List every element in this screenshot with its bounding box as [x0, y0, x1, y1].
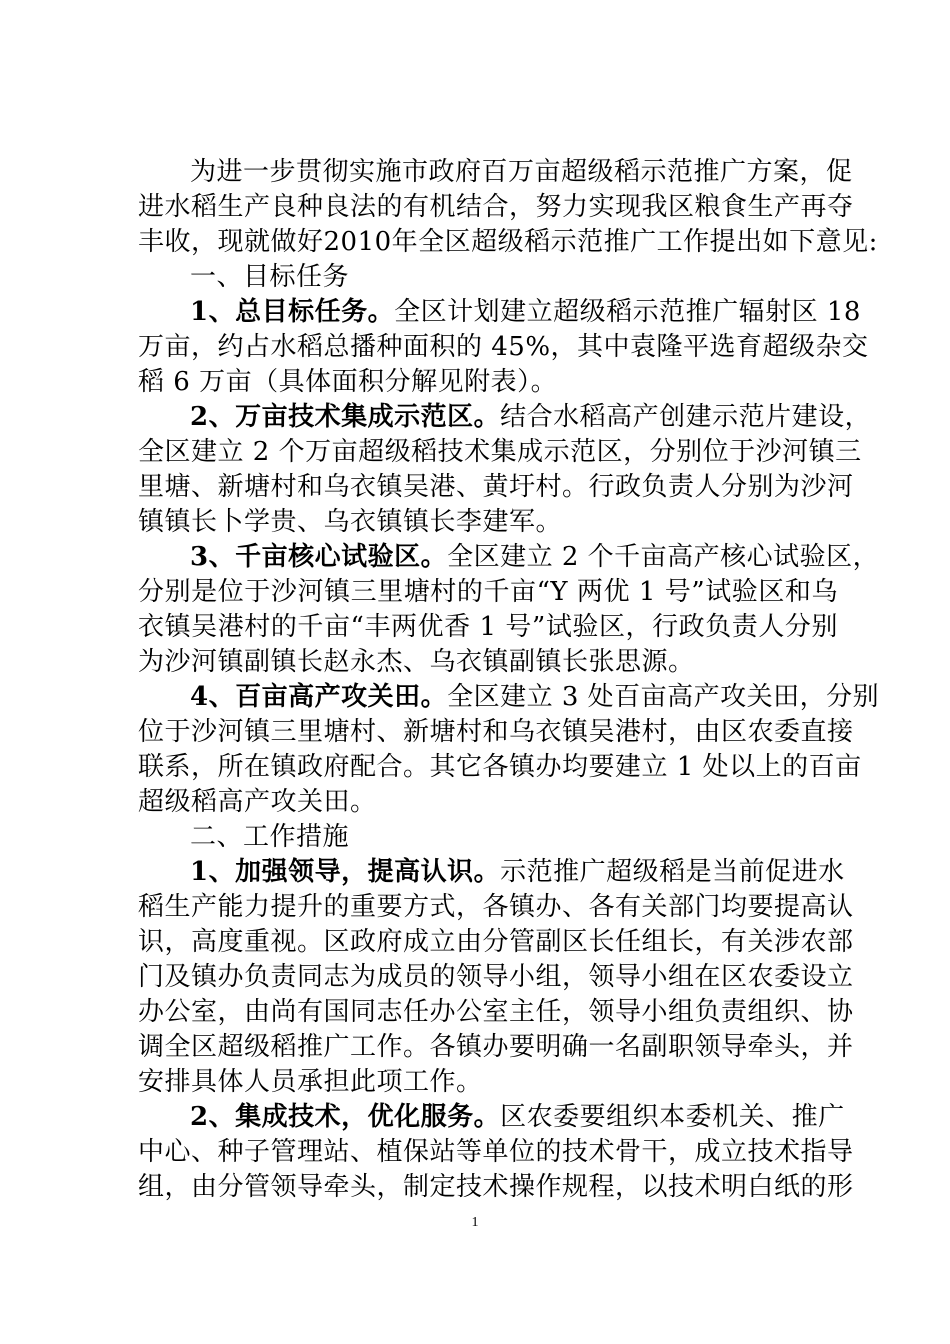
- item-4-line-1: [190, 680, 880, 714]
- paragraph-intro-line-3: 丰收，现就做好2010年全区超级稻示范推广工作提出如下意见:: [138, 227, 878, 257]
- measure-1-text: 示范推广超级稻是当前促进水: [500, 857, 845, 887]
- item-2-text: 结合水稻高产创建示范片建设，: [500, 402, 872, 432]
- item-1-text: 全区计划建立超级稻示范推广辐射区 18: [394, 297, 861, 327]
- item-2-title: 2、万亩技术集成示范区。: [190, 402, 501, 432]
- item-3-text: 全区建立 2 个千亩高产核心试验区，: [447, 542, 880, 572]
- measure-2-line-3: 组，由分管领导牵头，制定技术操作规程，以技术明白纸的形: [138, 1172, 854, 1202]
- measure-1-line-4: 门及镇办负责同志为成员的领导小组，领导小组在区农委设立: [138, 962, 854, 992]
- item-1-line-1: [190, 295, 861, 329]
- measure-1-line-7: 安排具体人员承担此项工作。: [138, 1067, 483, 1097]
- measure-1-line-2: 稻生产能力提升的重要方式，各镇办、各有关部门均要提高认: [138, 892, 854, 922]
- item-4-line-4: 超级稻高产攻关田。: [138, 787, 377, 817]
- item-1-line-3: 稻 6 万亩（具体面积分解见附表）。: [138, 367, 558, 397]
- item-3-line-3: 衣镇吴港村的千亩“丰两优香 1 号”试验区，行政负责人分别: [138, 612, 838, 642]
- item-2-line-1: [190, 400, 872, 434]
- section-heading-measures: 二、工作措施: [190, 822, 350, 852]
- item-4-title: 4、百亩高产攻关田。: [190, 682, 448, 712]
- measure-1-title: 1、加强领导，提高认识。: [190, 857, 501, 887]
- item-1-title: 1、总目标任务。: [190, 297, 395, 327]
- item-3-line-2: 分别是位于沙河镇三里塘村的千亩“Y 两优 1 号”试验区和乌: [138, 577, 838, 607]
- paragraph-intro-line-2: 进水稻生产良种良法的有机结合，努力实现我区粮食生产再夺: [138, 192, 854, 222]
- section-heading-targets: 一、目标任务: [190, 262, 350, 292]
- item-4-line-3: 联系，所在镇政府配合。其它各镇办均要建立 1 处以上的百亩: [138, 752, 862, 782]
- item-3-line-4: 为沙河镇副镇长赵永杰、乌衣镇副镇长张思源。: [138, 647, 695, 677]
- item-4-text: 全区建立 3 处百亩高产攻关田，分别: [447, 682, 880, 712]
- page-number: 1: [471, 1215, 479, 1230]
- item-3-line-1: [190, 540, 880, 574]
- item-2-line-4: 镇镇长卜学贵、乌衣镇镇长李建军。: [138, 507, 563, 537]
- paragraph-intro-line-1: 为进一步贯彻实施市政府百万亩超级稻示范推广方案，促: [190, 157, 853, 187]
- measure-1-line-5: 办公室，由尚有国同志任办公室主任，领导小组负责组织、协: [138, 997, 854, 1027]
- item-3-title: 3、千亩核心试验区。: [190, 542, 448, 572]
- item-2-line-2: 全区建立 2 个万亩超级稻技术集成示范区，分别位于沙河镇三: [138, 437, 862, 467]
- measure-1-line-1: [190, 855, 845, 889]
- item-2-line-3: 里塘、新塘村和乌衣镇吴港、黄圩村。行政负责人分别为沙河: [138, 472, 854, 502]
- measure-2-line-1: [190, 1100, 845, 1134]
- measure-2-title: 2、集成技术，优化服务。: [190, 1102, 501, 1132]
- item-1-line-2: 万亩，约占水稻总播种面积的 45%，其中袁隆平选育超级杂交: [138, 332, 869, 362]
- measure-2-line-2: 中心、种子管理站、植保站等单位的技术骨干，成立技术指导: [138, 1137, 854, 1167]
- measure-2-text: 区农委要组织本委机关、推广: [500, 1102, 845, 1132]
- measure-1-line-6: 调全区超级稻推广工作。各镇办要明确一名副职领导牵头，并: [138, 1032, 854, 1062]
- measure-1-line-3: 识，高度重视。区政府成立由分管副区长任组长，有关涉农部: [138, 927, 854, 957]
- item-4-line-2: 位于沙河镇三里塘村、新塘村和乌衣镇吴港村，由区农委直接: [138, 717, 854, 747]
